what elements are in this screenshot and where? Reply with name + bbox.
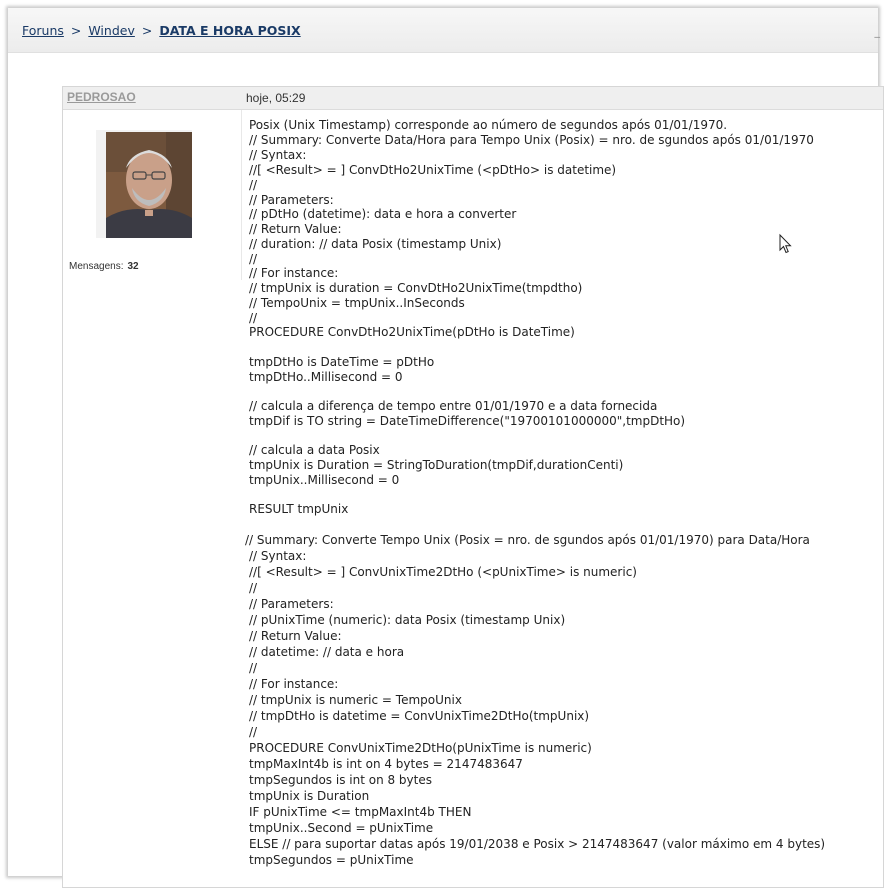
code-line: // For instance: [249,266,339,280]
code-line: // calcula a diferença de tempo entre 01/01/1970 e a data fornecida [249,399,658,413]
post-date: hoje, 05:29 [246,91,306,105]
code-line: // Summary: Converte Data/Hora para Tempo Unix (Posix) = nro. de sgundos após 01/01/1970 [249,133,814,147]
forum-post [62,86,884,888]
code-line: Posix (Unix Timestamp) corresponde ao número de segundos após 01/01/1970. [249,118,728,132]
code-line: // [249,178,258,192]
code-line: // datetime: // data e hora [249,645,405,659]
code-line: PROCEDURE ConvUnixTime2DtHo(pUnixTime is numeric) [249,741,592,755]
code-line: // [249,725,258,739]
user-info-panel [63,110,242,280]
code-line: // tmpUnix is numeric = TempoUnix [249,693,462,707]
code-line: // Return Value: [249,629,342,643]
post-author-link[interactable]: PEDROSAO [67,90,136,104]
code-line: // TempoUnix = tmpUnix..InSeconds [249,296,465,310]
code-line: tmpUnix is Duration [249,789,370,803]
code-line: tmpSegundos is int on 8 bytes [249,773,432,787]
toolbar-edge-glyph: _ [874,25,880,38]
code-line: tmpDif is TO string = DateTimeDifference("19700101000000",tmpDtHo) [249,414,686,428]
code-line: // For instance: [249,677,339,691]
code-line: // duration: // data Posix (timestamp Unix) [249,237,502,251]
post-header [63,87,883,110]
code-line: // tmpUnix is duration = ConvDtHo2UnixTime(tmpdtho) [249,281,583,295]
code-line: tmpUnix..Second = pUnixTime [249,821,434,835]
code-line: // pDtHo (datetime): data e hora a converter [249,207,517,221]
code-line: //[ <Result> = ] ConvUnixTime2DtHo (<pUnixTime> is numeric) [249,565,637,579]
code-line: // [249,311,258,325]
code-line: // [249,581,258,595]
code-line: tmpMaxInt4b is int on 4 bytes = 2147483647 [249,757,523,771]
avatar[interactable] [106,132,192,238]
code-line: PROCEDURE ConvDtHo2UnixTime(pDtHo is DateTime) [249,325,575,339]
code-line: // Parameters: [249,597,334,611]
code-line: tmpDtHo is DateTime = pDtHo [249,355,435,369]
breadcrumb-separator: > [70,23,82,38]
code-line: // Syntax: [249,148,307,162]
avatar-photo-icon [106,132,192,238]
code-line: // Parameters: [249,193,334,207]
breadcrumb-bar [8,8,878,53]
code-line: tmpUnix is Duration = StringToDuration(tmpDif,durationCenti) [249,458,624,472]
breadcrumb-link-windev[interactable]: Windev [88,23,135,38]
code-line: // Syntax: [249,549,307,563]
code-line: ELSE // para suportar datas após 19/01/2038 e Posix > 2147483647 (valor máximo em 4 bytes) [249,837,826,851]
breadcrumb-link-foruns[interactable]: Foruns [22,23,64,38]
code-line: tmpSegundos = pUnixTime [249,853,414,867]
code-line: // pUnixTime (numeric): data Posix (timestamp Unix) [249,613,566,627]
breadcrumb-current-topic[interactable]: DATA E HORA POSIX [159,23,301,38]
mouse-cursor-icon [779,234,793,254]
breadcrumb-separator: > [141,23,153,38]
message-count [69,261,139,272]
message-count-value: 32 [127,261,139,272]
code-line: IF pUnixTime <= tmpMaxInt4b THEN [249,805,472,819]
code-line: RESULT tmpUnix [249,502,349,516]
code-line: // tmpDtHo is datetime = ConvUnixTime2DtHo(tmpUnix) [249,709,590,723]
breadcrumb [22,23,301,38]
message-count-label: Mensagens: [69,261,124,272]
code-line: tmpDtHo..Millisecond = 0 [249,370,403,384]
code-line: // [249,252,258,266]
code-line: // Summary: Converte Tempo Unix (Posix = nro. de sgundos após 01/01/1970) para Data/Hora [245,533,810,547]
code-line: // calcula a data Posix [249,443,380,457]
code-line: // [249,661,258,675]
code-line: //[ <Result> = ] ConvDtHo2UnixTime (<pDtHo> is datetime) [249,163,617,177]
code-line: // Return Value: [249,222,342,236]
code-line: tmpUnix..Millisecond = 0 [249,473,400,487]
